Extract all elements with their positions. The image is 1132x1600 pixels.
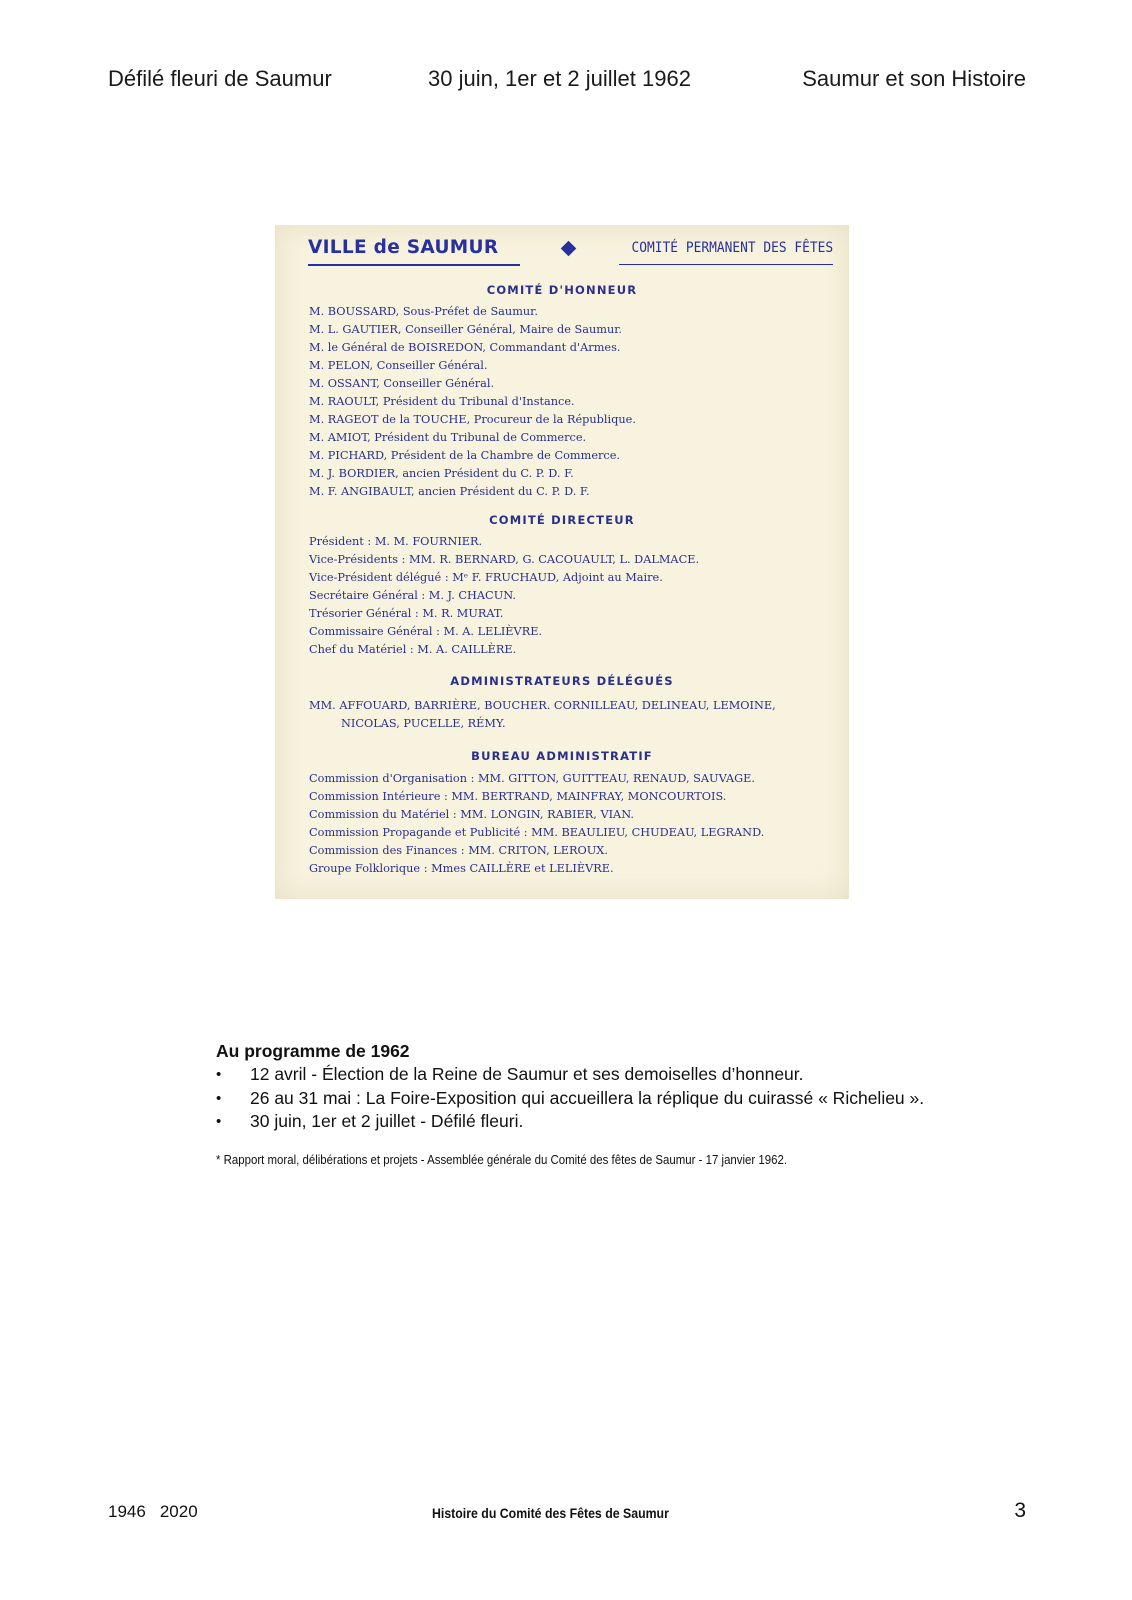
- honneur-line: M. OSSANT, Conseiller Général.: [309, 377, 495, 390]
- bureau-list: [309, 770, 837, 878]
- header-left-title: Défilé fleuri de Saumur: [108, 66, 332, 91]
- directeur-line: Trésorier Général : M. R. MURAT.: [309, 607, 504, 620]
- honneur-line: M. PELON, Conseiller Général.: [309, 359, 488, 372]
- footer-title: Histoire du Comité des Fêtes de Saumur: [432, 1505, 669, 1521]
- honneur-list: [309, 303, 837, 501]
- honneur-line: M. L. GAUTIER, Conseiller Général, Maire de Saumur.: [309, 323, 622, 336]
- honneur-line: M. RAGEOT de la TOUCHE, Procureur de la République.: [309, 413, 636, 426]
- footer-year-start: 1946: [108, 1502, 146, 1521]
- list-item: [216, 1110, 924, 1134]
- honneur-line: M. AMIOT, Président du Tribunal de Commerce.: [309, 431, 587, 444]
- bureau-line: Commission du Matériel : MM. LONGIN, RABIER, VIAN.: [309, 808, 634, 821]
- programme-item-text: 26 au 31 mai : La Foire-Exposition qui accueillera la réplique du cuirassé « Richelieu ».: [250, 1087, 925, 1108]
- honneur-line: M. RAOULT, Président du Tribunal d'Instance.: [309, 395, 575, 408]
- administrateurs-line: NICOLAS, PUCELLE, RÉMY.: [341, 717, 506, 730]
- footer-year-end: 2020: [159, 1502, 198, 1521]
- footer-years: [108, 1502, 198, 1522]
- ville-title: VILLE de SAUMUR: [308, 237, 499, 258]
- honneur-line: M. BOUSSARD, Sous-Préfet de Saumur.: [309, 305, 538, 318]
- directeur-line: Commissaire Général : M. A. LELIÈVRE.: [309, 625, 543, 638]
- directeur-line: Secrétaire Général : M. J. CHACUN.: [309, 589, 516, 602]
- bureau-line: Groupe Folklorique : Mmes CAILLÈRE et LELIÈVRE.: [309, 862, 614, 875]
- page-number: 3: [1014, 1499, 1026, 1522]
- diamond-ornament-icon: [561, 241, 577, 257]
- directeur-line: Président : M. M. FOURNIER.: [309, 535, 483, 548]
- comite-underline: [619, 264, 833, 265]
- honneur-line: M. F. ANGIBAULT, ancien Président du C. P. D. F.: [309, 485, 590, 498]
- programme-item-text: 12 avril - Élection de la Reine de Saumur et ses demoiselles d’honneur.: [250, 1064, 804, 1084]
- section-title-bureau: BUREAU ADMINISTRATIF: [471, 749, 653, 763]
- bullet-icon: •: [216, 1066, 222, 1083]
- programme-title: Au programme de 1962: [216, 1041, 410, 1061]
- list-item: [216, 1063, 924, 1087]
- list-item: [216, 1087, 924, 1111]
- letterhead: [308, 237, 833, 267]
- bureau-line: Commission Intérieure : MM. BERTRAND, MAINFRAY, MONCOURTOIS.: [309, 790, 727, 803]
- bureau-line: Commission Propagande et Publicité : MM. BEAULIEU, CHUDEAU, LEGRAND.: [309, 826, 765, 839]
- header-dates: 30 juin, 1er et 2 juillet 1962: [428, 66, 691, 91]
- administrateurs-list: [309, 697, 837, 733]
- section-title-administrateurs: ADMINISTRATEURS DÉLÉGUÉS: [450, 674, 674, 688]
- bullet-icon: •: [216, 1113, 222, 1130]
- programme-section: [216, 1040, 924, 1134]
- bullet-icon: •: [216, 1089, 222, 1107]
- ville-underline: [308, 264, 520, 266]
- honneur-line: M. J. BORDIER, ancien Président du C. P. D. F.: [309, 467, 574, 480]
- bureau-line: Commission des Finances : MM. CRITON, LEROUX.: [309, 844, 608, 857]
- directeur-list: [309, 533, 837, 659]
- programme-list: [216, 1063, 924, 1134]
- bureau-line: Commission d'Organisation : MM. GITTON, GUITTEAU, RENAUD, SAUVAGE.: [309, 772, 755, 785]
- honneur-line: M. le Général de BOISREDON, Commandant d'Armes.: [309, 341, 621, 354]
- section-title-directeur: COMITÉ DIRECTEUR: [489, 513, 635, 527]
- footnote: * Rapport moral, délibérations et projets - Assemblée générale du Comité des fêtes de Saumur - 17 janvier 1962.: [216, 1152, 788, 1167]
- directeur-line: Vice-Présidents : MM. R. BERNARD, G. CACOUAULT, L. DALMACE.: [309, 553, 700, 566]
- scanned-document-image: [275, 225, 849, 899]
- section-title-honneur: COMITÉ D'HONNEUR: [486, 283, 638, 297]
- directeur-line: Vice-Président délégué : Mᵉ F. FRUCHAUD, Adjoint au Maire.: [309, 571, 663, 584]
- honneur-line: M. PICHARD, Président de la Chambre de Commerce.: [309, 449, 621, 462]
- header-right-title: Saumur et son Histoire: [802, 66, 1026, 91]
- directeur-line: Chef du Matériel : M. A. CAILLÈRE.: [309, 643, 517, 656]
- programme-item-text: 30 juin, 1er et 2 juillet - Défilé fleuri.: [250, 1111, 524, 1131]
- administrateurs-line: MM. AFFOUARD, BARRIÈRE, BOUCHER. CORNILLEAU, DELINEAU, LEMOINE,: [309, 699, 776, 712]
- comite-title: COMITÉ PERMANENT DES FÊTES: [631, 240, 833, 256]
